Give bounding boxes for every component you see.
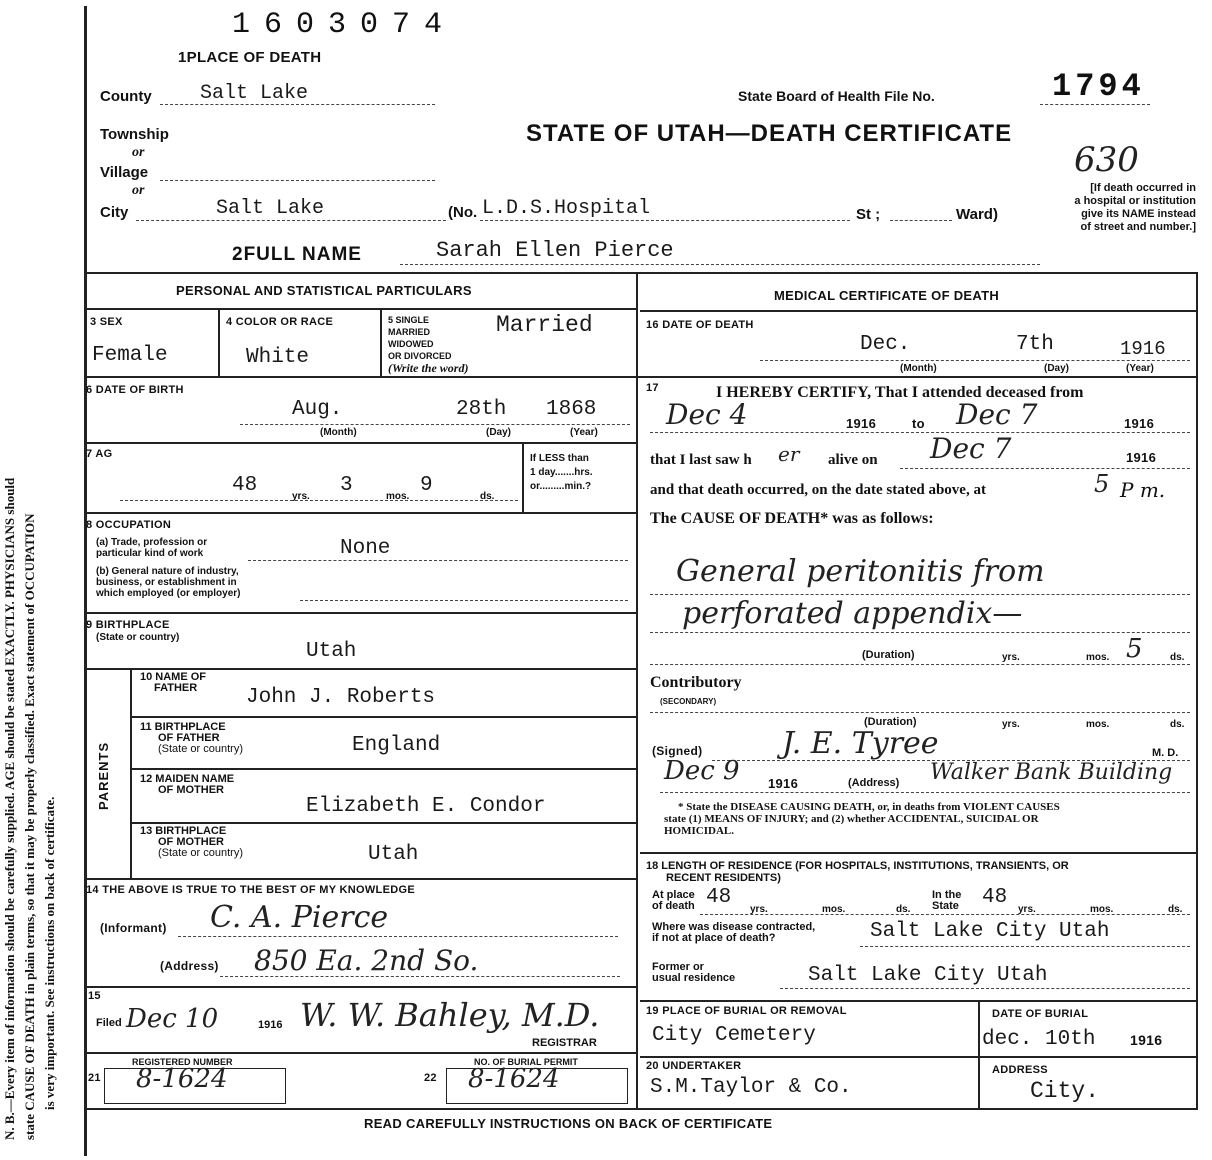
burial-place-value: City Cemetery xyxy=(652,1024,816,1047)
or-label-1: or xyxy=(132,145,145,160)
ward-label: Ward) xyxy=(956,206,998,223)
burial-permit-label: NO. OF BURIAL PERMIT xyxy=(474,1057,578,1067)
grid-row-12 xyxy=(130,822,636,824)
county-value: Salt Lake xyxy=(200,82,309,105)
place-years: 48 xyxy=(706,886,732,909)
grid-row-7 xyxy=(84,512,636,514)
hospital-value: L.D.S.Hospital xyxy=(482,197,651,220)
sex-label: 3 SEX xyxy=(90,316,123,328)
occupation-b-line xyxy=(300,600,628,601)
or-label-2: or xyxy=(132,183,145,198)
death-month: Dec. xyxy=(860,333,911,356)
signed-address-line xyxy=(660,792,1190,793)
registrar-signature: W. W. Bahley, M.D. xyxy=(300,996,600,1034)
city-label: City xyxy=(100,204,129,221)
signed-label: (Signed) xyxy=(652,744,703,758)
dob-day: 28th xyxy=(456,398,507,421)
duration-mos-2: mos. xyxy=(1086,719,1110,730)
grid-row-9 xyxy=(84,668,636,670)
contributory-label: Contributory xyxy=(650,674,742,691)
informant-signature: C. A. Pierce xyxy=(210,900,389,935)
undertaker-address-value: City. xyxy=(1030,1078,1100,1104)
item-22-label: 22 xyxy=(424,1072,437,1084)
duration-yrs-1: yrs. xyxy=(1002,652,1020,663)
marital-value: Married xyxy=(496,312,593,338)
death-year-label: (Year) xyxy=(1126,363,1154,374)
registered-number-label: REGISTERED NUMBER xyxy=(132,1057,233,1067)
occupation-b-label: (b) General nature of industry, business, or establishment in which employed (or employer) xyxy=(96,566,241,599)
color-label: 4 COLOR OR RACE xyxy=(226,316,334,328)
age-yrs-label: yrs. xyxy=(292,491,310,502)
death-date-line xyxy=(760,360,1190,361)
street-label: St ; xyxy=(856,206,881,223)
burial-date-label: DATE OF BURIAL xyxy=(992,1008,1089,1020)
attended-from: Dec 4 xyxy=(666,398,748,431)
grid-v-burial xyxy=(978,1000,980,1108)
signed-address-label: (Address) xyxy=(848,777,900,789)
left-border xyxy=(84,6,87,1156)
father-birthplace-label: 11 BIRTHPLACE OF FATHER (State or country) xyxy=(140,721,243,755)
grid-right xyxy=(1196,272,1198,1110)
former-residence-label: Former or usual residence xyxy=(652,961,736,984)
place-yrs-label: yrs. xyxy=(750,904,768,915)
physician-signature: J. E. Tyree xyxy=(782,726,939,761)
age-months: 3 xyxy=(340,474,353,497)
registrar-label: REGISTRAR xyxy=(532,1037,597,1049)
registered-number-value: 8-1624 xyxy=(136,1064,228,1094)
certify-text: I HEREBY CERTIFY, That I attended deceased from xyxy=(716,384,1084,401)
grid-v-sex xyxy=(218,308,220,376)
filed-year: 1916 xyxy=(258,1019,283,1031)
serial-number: 1603074 xyxy=(232,8,457,42)
attended-to-year: 1916 xyxy=(1124,416,1155,431)
signed-address-value: Walker Bank Building xyxy=(930,760,1173,785)
county-label: County xyxy=(100,88,152,105)
full-name-label: 2FULL NAME xyxy=(232,244,362,265)
cause-line-2: perforated appendix— xyxy=(682,596,1023,631)
hospital-note: [If death occurred in a hospital or institution give its NAME instead of street and number.] xyxy=(1074,182,1196,233)
state-yrs-label: yrs. xyxy=(1018,904,1036,915)
dob-line xyxy=(240,424,630,425)
grid-row-10 xyxy=(130,716,636,718)
burial-permit-value: 8-1624 xyxy=(468,1064,560,1094)
grid-left-sec xyxy=(84,308,636,310)
grid-v-parents xyxy=(130,668,132,878)
handwritten-number: 630 xyxy=(1074,140,1139,180)
attended-line xyxy=(650,432,1190,433)
grid-row-3 xyxy=(84,376,1196,378)
death-month-label: (Month) xyxy=(900,363,937,374)
birthplace-label: 9 BIRTHPLACE xyxy=(86,619,170,631)
duration-ds-1: ds. xyxy=(1170,652,1185,663)
item-21-label: 21 xyxy=(88,1072,101,1084)
state-ds-label: ds. xyxy=(1168,904,1183,915)
former-line xyxy=(780,988,1190,989)
board-file-line xyxy=(1040,104,1150,105)
board-file-number: 1794 xyxy=(1052,68,1145,105)
burial-place-label: 19 PLACE OF BURIAL OR REMOVAL xyxy=(646,1005,847,1017)
dob-label: 6 DATE OF BIRTH xyxy=(86,384,184,396)
secondary-label: (SECONDARY) xyxy=(660,697,717,706)
age-line xyxy=(120,500,518,501)
contributory-line xyxy=(650,712,1190,713)
grid-row-11 xyxy=(130,768,636,770)
duration-mos-1: mos. xyxy=(1086,652,1110,663)
attended-to-label: to xyxy=(912,416,925,431)
duration-yrs-2: yrs. xyxy=(1002,719,1020,730)
informant-label: (Informant) xyxy=(100,921,167,935)
occupation-a-label: (a) Trade, profession or particular kind of work xyxy=(96,537,208,559)
state-mos-label: mos. xyxy=(1090,904,1114,915)
mother-birthplace-label: 13 BIRTHPLACE OF MOTHER (State or country) xyxy=(140,825,243,859)
dob-year: 1868 xyxy=(546,398,597,421)
death-day: 7th xyxy=(1016,333,1054,356)
signed-date: Dec 9 xyxy=(664,756,740,786)
father-label: 10 NAME OF FATHER xyxy=(140,671,207,694)
village-label: Village xyxy=(100,164,149,181)
state-res-label: In the State xyxy=(932,889,962,912)
age-days: 9 xyxy=(420,474,433,497)
duration-label-1: (Duration) xyxy=(862,649,915,661)
undertaker-label: 20 UNDERTAKER xyxy=(646,1060,742,1072)
residence-line xyxy=(700,914,1190,915)
last-saw-text: that I last saw h xyxy=(650,452,752,468)
death-year: 1916 xyxy=(1120,338,1166,360)
grid-v-age xyxy=(522,442,524,512)
attended-to: Dec 7 xyxy=(956,398,1038,431)
village-line xyxy=(160,180,435,181)
footer-instructions: READ CAREFULLY INSTRUCTIONS ON BACK OF CERTIFICATE xyxy=(364,1116,773,1131)
mother-birthplace-value: Utah xyxy=(368,843,419,866)
death-day-label: (Day) xyxy=(1044,363,1070,374)
mother-label: 12 MAIDEN NAME OF MOTHER xyxy=(140,773,235,796)
father-birthplace-value: England xyxy=(352,734,441,757)
age-mos-label: mos. xyxy=(386,491,410,502)
city-value: Salt Lake xyxy=(216,197,325,220)
sidebar-note-line2: state CAUSE OF DEATH in plain terms, so that it may be properly classified. Exact statement of OCCUPATION xyxy=(22,513,37,1140)
last-saw-line xyxy=(900,468,1190,469)
residence-label: 18 LENGTH OF RESIDENCE (FOR HOSPITALS, INSTITUTIONS, TRANSIENTS, OR RECENT RESIDENTS) xyxy=(646,860,1069,884)
state-years: 48 xyxy=(982,886,1008,909)
occupation-value: None xyxy=(340,537,391,560)
township-label: Township xyxy=(100,126,169,143)
duration-line-1 xyxy=(650,664,1190,665)
medical-section-title: MEDICAL CERTIFICATE OF DEATH xyxy=(774,288,1000,303)
grid-row-19 xyxy=(640,1000,1196,1002)
footnote: * State the DISEASE CAUSING DEATH, or, in deaths from VIOLENT CAUSES state (1) MEANS OF INJURY; and (2) whether ACCIDENTAL, SUICIDAL OR HOMICIDAL. xyxy=(664,801,1060,837)
occupation-line xyxy=(248,560,628,561)
certificate-title: STATE OF UTAH—DEATH CERTIFICATE xyxy=(526,120,1013,147)
death-time-unit: P m. xyxy=(1120,478,1166,502)
former-residence-value: Salt Lake City Utah xyxy=(808,964,1048,987)
undertaker-value: S.M.Taylor & Co. xyxy=(650,1076,852,1099)
county-line xyxy=(160,104,435,105)
place-of-death-res-label: At place of death xyxy=(652,889,695,912)
city-line xyxy=(136,220,446,221)
cause-line-rule-2 xyxy=(650,632,1190,633)
grid-bottom xyxy=(84,1108,1198,1110)
filed-date: Dec 10 xyxy=(126,1004,219,1034)
birthplace-sub-label: (State or country) xyxy=(96,632,180,643)
last-saw-pronoun: er xyxy=(778,442,800,466)
age-label: 7 AG xyxy=(86,448,113,460)
duration-label-2: (Duration) xyxy=(864,716,917,728)
father-value: John J. Roberts xyxy=(246,686,436,709)
grid-top xyxy=(84,272,1198,274)
dob-day-label: (Day) xyxy=(486,427,512,438)
death-time: 5 xyxy=(1094,470,1110,498)
place-of-death-label: 1PLACE OF DEATH xyxy=(178,49,322,66)
burial-year: 1916 xyxy=(1130,1032,1163,1048)
informant-heading: 14 THE ABOVE IS TRUE TO THE BEST OF MY KNOWLEDGE xyxy=(86,884,415,896)
md-label: M. D. xyxy=(1152,747,1179,759)
contracted-line xyxy=(860,946,1190,947)
cause-line-1: General peritonitis from xyxy=(676,554,1045,589)
sex-value: Female xyxy=(92,344,168,367)
dob-year-label: (Year) xyxy=(570,427,598,438)
grid-center xyxy=(636,272,638,1110)
sidebar-note-line3: is very important. See instructions on back of certificate. xyxy=(42,796,57,1110)
marital-label: 5 SINGLE MARRIED WIDOWED OR DIVORCED (Write the word) xyxy=(388,315,469,375)
grid-v-color xyxy=(380,308,382,376)
place-mos-label: mos. xyxy=(822,904,846,915)
age-years: 48 xyxy=(232,474,258,497)
grid-row-6 xyxy=(84,442,636,444)
hospital-line xyxy=(480,220,850,221)
date-of-death-label: 16 DATE OF DEATH xyxy=(646,319,754,331)
occupation-label: 8 OCCUPATION xyxy=(86,519,172,531)
grid-row-13 xyxy=(84,878,636,880)
duration-ds-2: ds. xyxy=(1170,719,1185,730)
full-name-line xyxy=(400,264,1040,265)
grid-row-18 xyxy=(640,852,1196,854)
grid-right-sec xyxy=(640,310,1196,312)
grid-row-20 xyxy=(640,1056,1196,1058)
last-saw-year: 1916 xyxy=(1126,450,1157,465)
filed-label: Filed xyxy=(96,1017,122,1029)
alive-on-label: alive on xyxy=(828,452,878,468)
birthplace-value: Utah xyxy=(306,640,357,663)
signed-year: 1916 xyxy=(768,776,799,791)
full-name-value: Sarah Ellen Pierce xyxy=(436,238,674,263)
attended-from-year: 1916 xyxy=(846,416,877,431)
personal-section-title: PERSONAL AND STATISTICAL PARTICULARS xyxy=(176,283,472,298)
informant-address-value: 850 Ea. 2nd So. xyxy=(254,944,479,977)
burial-date-value: dec. 10th xyxy=(982,1028,1096,1051)
mother-value: Elizabeth E. Condor xyxy=(306,795,546,818)
contracted-label: Where was disease contracted, if not at place of death? xyxy=(652,921,816,944)
last-saw-date: Dec 7 xyxy=(930,432,1012,465)
cause-label: The CAUSE OF DEATH* was as follows: xyxy=(650,510,934,527)
cause-line-rule-1 xyxy=(650,594,1190,595)
item-15-label: 15 xyxy=(88,990,101,1002)
informant-line xyxy=(178,936,618,937)
grid-row-8 xyxy=(84,612,636,614)
ward-line xyxy=(890,220,952,221)
contracted-value: Salt Lake City Utah xyxy=(870,920,1110,943)
street-number-label: (No. xyxy=(448,204,478,221)
color-value: White xyxy=(246,346,310,369)
dob-month: Aug. xyxy=(292,398,343,421)
item-17-label: 17 xyxy=(646,382,659,394)
parents-label: PARENTS xyxy=(96,741,111,810)
age-ds-label: ds. xyxy=(480,491,495,502)
undertaker-address-label: ADDRESS xyxy=(992,1064,1048,1076)
board-file-label: State Board of Health File No. xyxy=(738,88,935,104)
dob-month-label: (Month) xyxy=(320,427,357,438)
grid-row-15 xyxy=(84,1052,636,1054)
informant-address-label: (Address) xyxy=(160,959,219,973)
sidebar-note-line1: N. B.—Every item of information should be carefully supplied. AGE should be stated EXACTLY. PHYSICIANS should xyxy=(2,477,17,1140)
informant-address-line xyxy=(220,976,620,977)
grid-row-14 xyxy=(84,986,636,988)
less-than-note: If LESS than 1 day.......hrs. or.........min.? xyxy=(530,453,593,492)
place-ds-label: ds. xyxy=(896,904,911,915)
duration-months-value: 5 xyxy=(1126,634,1143,664)
death-occurred-text: and that death occurred, on the date stated above, at xyxy=(650,482,986,498)
